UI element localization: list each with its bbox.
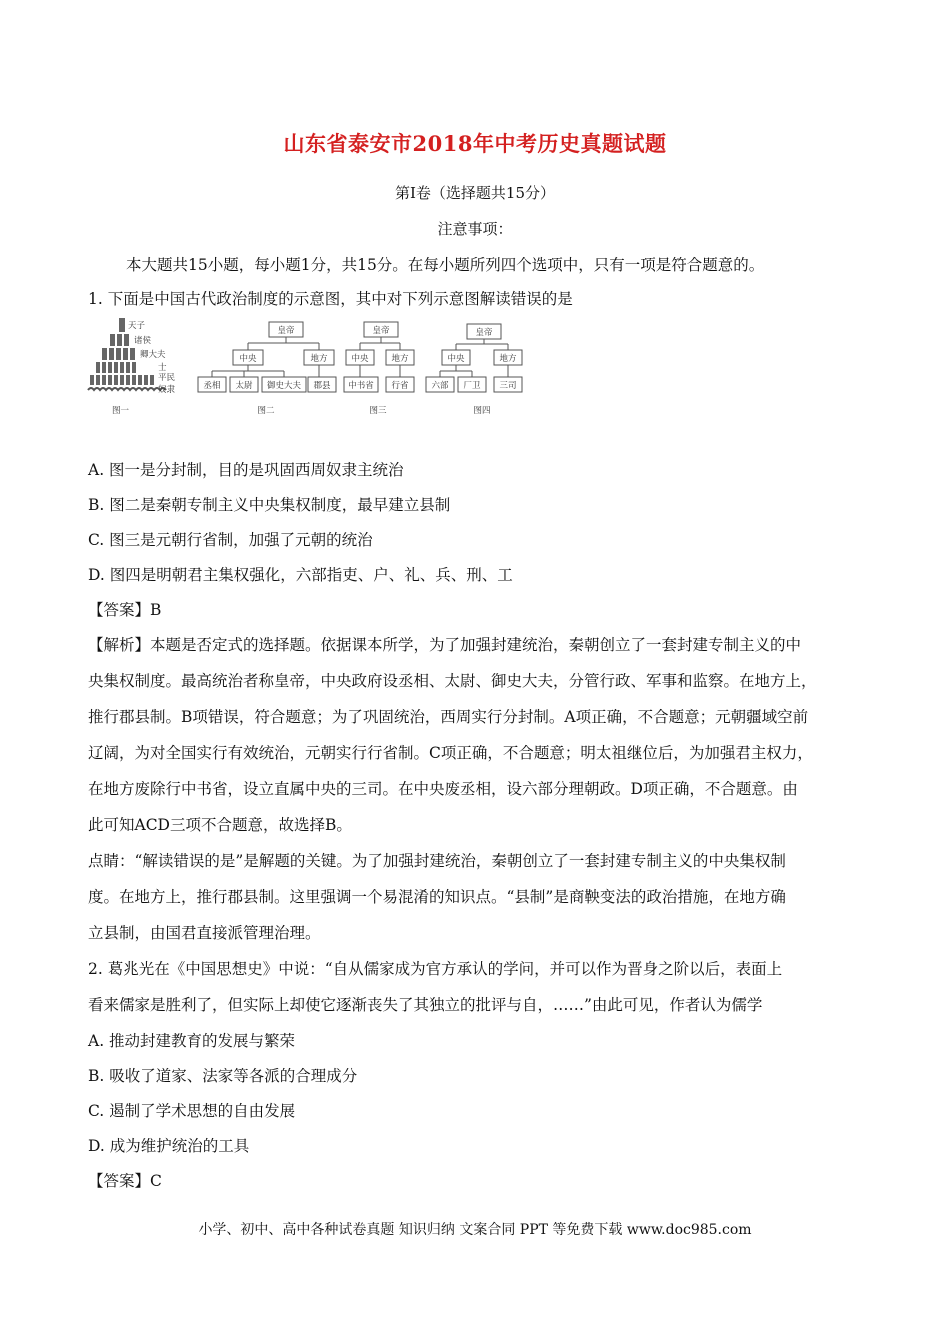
political-system-figure bbox=[86, 312, 536, 424]
tip-line: 点睛：“解读错误的是”是解题的关键。为了加强封建统治，秦朝创立了一套封建专制主义的中央集权制 bbox=[88, 852, 786, 870]
pyramid-label: 奴隶 bbox=[158, 385, 176, 395]
fig4-left: 中央 bbox=[447, 354, 465, 364]
fig3-right: 地方 bbox=[391, 354, 409, 364]
pyramid-label: 天子 bbox=[128, 321, 146, 331]
fig2-leaf: 丞相 bbox=[203, 381, 221, 391]
fig4-top: 皇帝 bbox=[475, 328, 493, 338]
analysis-line: 央集权制度。最高统治者称皇帝，中央政府设丞相、太尉、御史大夫，分管行政、军事和监察。在地方上， bbox=[88, 672, 817, 690]
analysis-line: 【解析】本题是否定式的选择题。依据课本所学，为了加强封建统治，秦朝创立了一套封建专制主义的中 bbox=[88, 636, 802, 654]
question-2-stem: 看来儒家是胜利了，但实际上却使它逐渐丧失了其独立的批评与自，……”由此可见，作者认为儒学 bbox=[88, 996, 763, 1014]
q2-option-a: A. 推动封建教育的发展与繁荣 bbox=[88, 1032, 296, 1050]
q1-option-c: C. 图三是元朝行省制，加强了元朝的统治 bbox=[88, 531, 373, 549]
notice-heading: 注意事项： bbox=[437, 220, 513, 238]
question-1-stem: 1. 下面是中国古代政治制度的示意图，其中对下列示意图解读错误的是 bbox=[88, 290, 573, 308]
pyramid-label: 士 bbox=[158, 363, 167, 373]
analysis-line: 推行郡县制。B项错误，符合题意；为了巩固统治，西周实行分封制。A项正确，不合题意；元朝疆域空前 bbox=[88, 708, 809, 726]
fig2-leaf: 御史大夫 bbox=[266, 381, 302, 391]
fig2-leaf: 郡县 bbox=[313, 381, 331, 391]
tip-line: 立县制，由国君直接派管理治理。 bbox=[88, 924, 321, 942]
fig3-top: 皇帝 bbox=[372, 326, 390, 336]
figure-caption: 图四 bbox=[473, 406, 491, 416]
q1-answer: 【答案】B bbox=[88, 601, 162, 619]
q2-option-d: D. 成为维护统治的工具 bbox=[88, 1137, 250, 1155]
page-title: 山东省泰安市2018年中考历史真题试题 bbox=[283, 131, 667, 156]
figure-caption: 图三 bbox=[369, 406, 387, 416]
fig4-right: 地方 bbox=[499, 354, 517, 364]
q1-option-b: B. 图二是秦朝专制主义中央集权制度，最早建立县制 bbox=[88, 496, 451, 514]
tip-line: 度。在地方上，推行郡县制。这里强调一个易混淆的知识点。“县制”是商鞅变法的政治措施，在地方确 bbox=[88, 888, 786, 906]
page-footer: 小学、初中、高中各种试卷真题 知识归纳 文案合同 PPT 等免费下载 www.doc985.com bbox=[198, 1222, 752, 1238]
question-2-stem: 2. 葛兆光在《中国思想史》中说：“自从儒家成为官方承认的学问，并可以作为晋身之阶以后，表面上 bbox=[88, 960, 783, 978]
figure-caption: 图二 bbox=[257, 406, 275, 416]
fig2-leaf: 太尉 bbox=[235, 381, 253, 391]
fig2-right: 地方 bbox=[310, 354, 328, 364]
fig4-leaf: 厂卫 bbox=[463, 381, 481, 391]
analysis-line: 此可知ACD三项不合题意，故选择B。 bbox=[88, 816, 352, 834]
q1-option-d: D. 图四是明朝君主集权强化，六部指吏、户、礼、兵、刑、工 bbox=[88, 566, 513, 584]
q1-option-a: A. 图一是分封制，目的是巩固西周奴隶主统治 bbox=[88, 461, 404, 479]
section-heading: 第Ⅰ卷（选择题共15分） bbox=[394, 184, 555, 202]
fig2-top: 皇帝 bbox=[277, 326, 295, 336]
q2-option-c: C. 遏制了学术思想的自由发展 bbox=[88, 1102, 296, 1120]
pyramid-label: 诸侯 bbox=[134, 336, 152, 346]
figure-caption: 图一 bbox=[112, 406, 130, 416]
q2-option-b: B. 吸收了道家、法家等各派的合理成分 bbox=[88, 1067, 358, 1085]
analysis-line: 辽阔，为对全国实行有效统治，元朝实行行省制。C项正确，不合题意；明太祖继位后，为加强君主权力， bbox=[88, 744, 813, 762]
fig3-left: 中央 bbox=[351, 354, 369, 364]
fig3-leaf: 行省 bbox=[391, 381, 409, 391]
fig2-left: 中央 bbox=[239, 354, 257, 364]
q2-answer: 【答案】C bbox=[88, 1172, 162, 1190]
notice-text: 本大题共15小题，每小题1分，共15分。在每小题所列四个选项中，只有一项是符合题意的。 bbox=[126, 256, 765, 274]
fig3-leaf: 中书省 bbox=[348, 381, 374, 391]
pyramid-label: 卿大夫 bbox=[140, 350, 166, 360]
pyramid-label: 平民 bbox=[158, 373, 176, 383]
fig4-leaf: 六部 bbox=[431, 381, 449, 391]
analysis-line: 在地方废除行中书省，设立直属中央的三司。在中央废丞相，设六部分理朝政。D项正确，不合题意。由 bbox=[88, 780, 798, 798]
fig4-leaf: 三司 bbox=[499, 381, 517, 391]
